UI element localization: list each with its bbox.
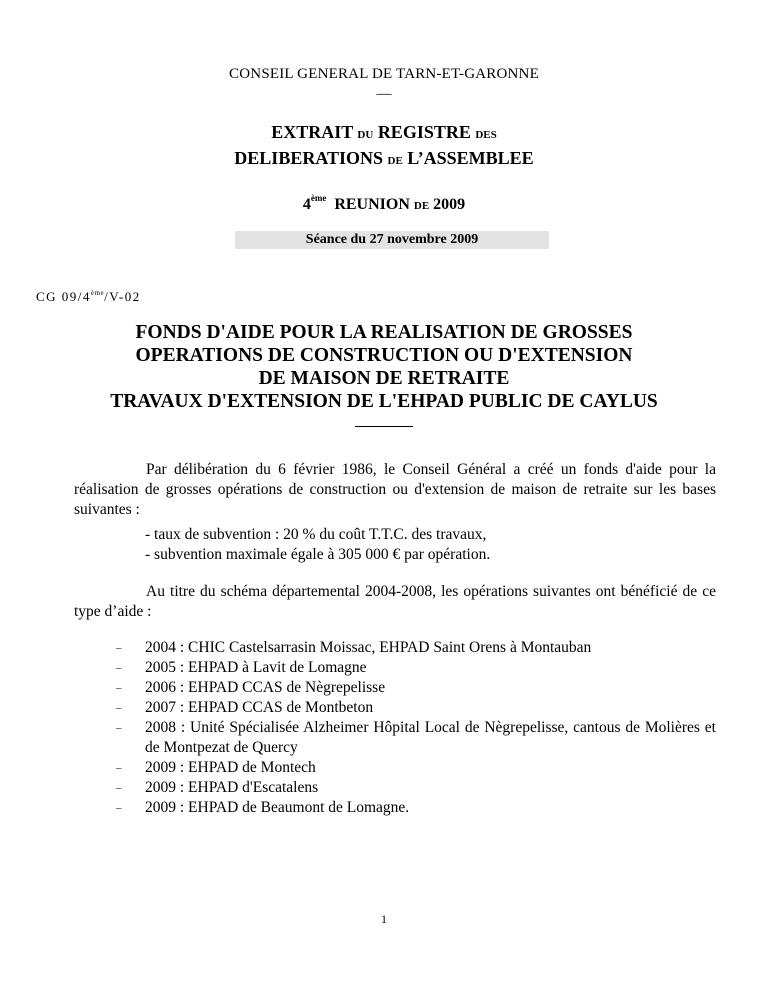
title-underline — [355, 426, 413, 427]
deliberation-reference: CG 09/4ème/V-02 — [36, 289, 141, 304]
list-item: – 2009 : EHPAD de Beaumont de Lomagne. — [116, 799, 410, 816]
title-line-4: TRAVAUX D'EXTENSION DE L'EHPAD PUBLIC DE CAYLUS — [110, 391, 658, 412]
list-item: – 2004 : CHIC Castelsarrasin Moissac, EHPAD Saint Orens à Montauban — [116, 639, 592, 656]
council-name: CONSEIL GENERAL DE TARN-ET-GARONNE — [229, 66, 539, 82]
title-line-3: DE MAISON DE RETRAITE — [258, 368, 510, 389]
header-dash: — — [376, 86, 392, 102]
meeting-number: 4ème REUNION DE 2009 — [302, 193, 466, 213]
list-item: – 2009 : EHPAD de Montech — [116, 759, 316, 776]
list-item: – 2008 : Unité Spécialisée Alzheimer Hôpital Local de Nègrepelisse, cantous de Molières et de Montpezat de Quercy — [116, 719, 716, 756]
register-title-line2: DELIBERATIONS DE L’ASSEMBLEE — [234, 148, 534, 168]
page-number: 1 — [381, 912, 387, 926]
title-line-1: FONDS D'AIDE POUR LA REALISATION DE GROSSES — [135, 322, 633, 343]
max-subsidy-line: - subvention maximale égale à 305 000 € par opération. — [145, 546, 491, 563]
title-line-2: OPERATIONS DE CONSTRUCTION OU D'EXTENSION — [135, 345, 633, 366]
scheme-paragraph: Au titre du schéma départemental 2004-2008, les opérations suivantes ont bénéficié de ce type d’aide : — [74, 583, 716, 620]
list-item: – 2007 : EHPAD CCAS de Montbeton — [116, 699, 374, 716]
session-date-bar: Séance du 27 novembre 2009 — [235, 231, 549, 249]
list-item: – 2005 : EHPAD à Lavit de Lomagne — [116, 659, 367, 676]
register-title-line1: EXTRAIT DU REGISTRE DES — [271, 122, 497, 142]
intro-paragraph: Par délibération du 6 février 1986, le Conseil Général a créé un fonds d'aide pour la réalisation de grosses opérations de construction ou d'extension de maison de retraite sur les bases suivantes : — [74, 461, 716, 518]
operations-list — [116, 638, 716, 818]
list-item: – 2006 : EHPAD CCAS de Nègrepelisse — [116, 679, 386, 696]
subsidy-rate-line: - taux de subvention : 20 % du coût T.T.C. des travaux, — [145, 526, 487, 543]
list-item: – 2009 : EHPAD d'Escatalens — [116, 779, 319, 796]
